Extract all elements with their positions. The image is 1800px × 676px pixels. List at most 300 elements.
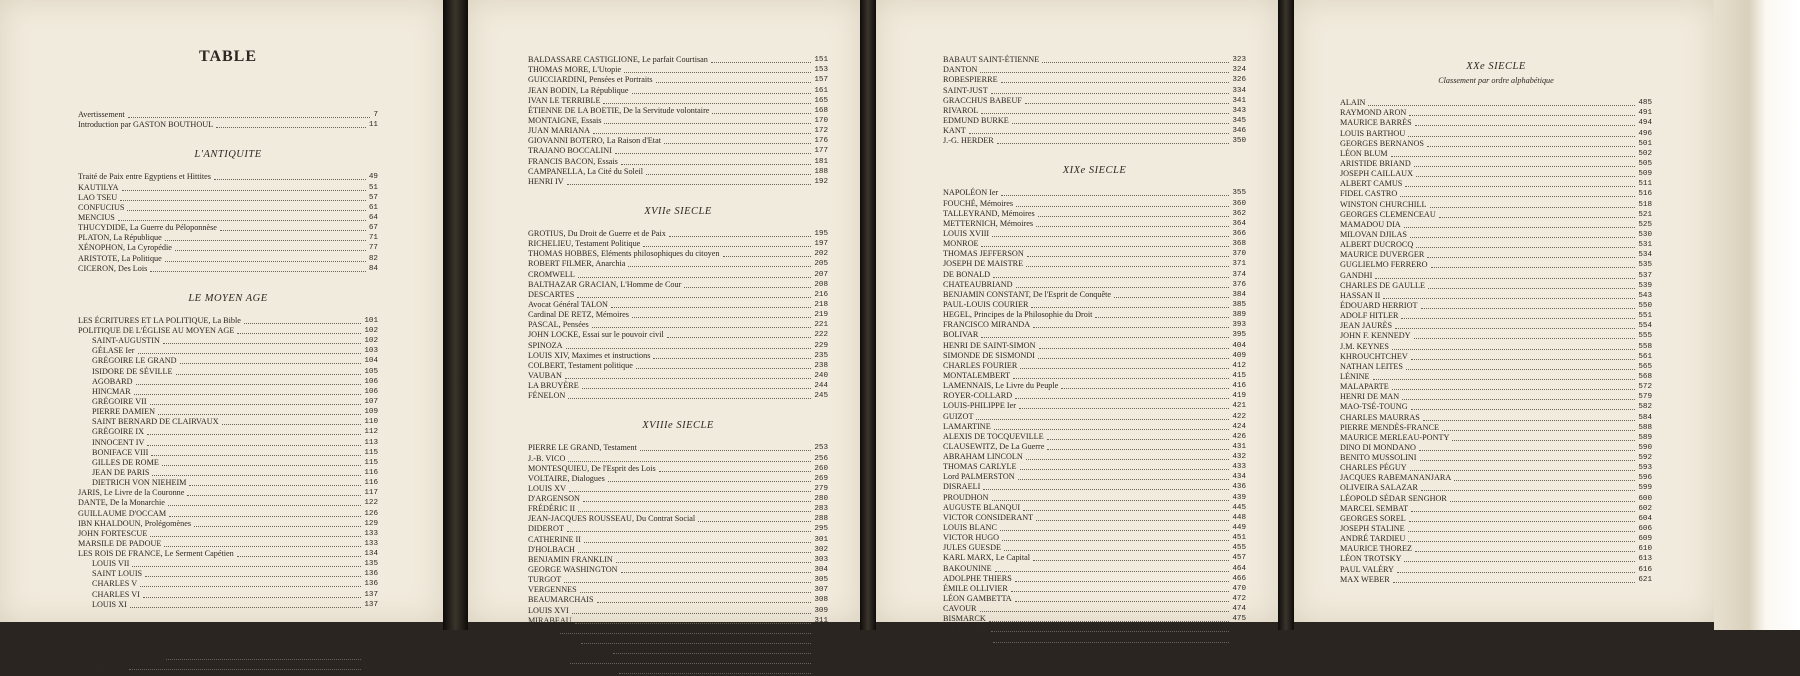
toc-entry — [528, 595, 828, 605]
entry-page-number: 141 — [364, 652, 378, 661]
toc-entry — [1340, 341, 1652, 351]
entry-page-number: 521 — [1638, 210, 1652, 219]
dot-leader — [1020, 368, 1229, 369]
entry-page-number: 207 — [814, 270, 828, 279]
toc-entry — [78, 193, 378, 203]
dot-leader — [669, 236, 812, 237]
toc-entry — [1340, 554, 1652, 564]
entry-title: THOMAS JEFFERSON — [943, 249, 1024, 259]
dot-leader — [1038, 216, 1230, 217]
toc-entry — [1340, 352, 1652, 362]
spacer — [78, 130, 378, 148]
entry-page-number: 539 — [1638, 281, 1652, 290]
entry-title: TURGOT — [528, 575, 562, 585]
entry-title: HENRI IV — [528, 176, 564, 186]
toc-entry — [78, 579, 378, 589]
entry-page-number: 415 — [1232, 371, 1246, 380]
dot-leader — [646, 174, 811, 175]
entry-page-number: 334 — [1232, 86, 1246, 95]
entry-page-number: 516 — [1638, 190, 1652, 199]
dot-leader — [1025, 103, 1229, 104]
entry-page-number: 205 — [814, 260, 828, 269]
dot-leader — [1401, 318, 1635, 319]
entry-title: LÉOPOLD SÉDAR SENGHOR — [1340, 493, 1447, 503]
toc-entry — [78, 529, 378, 539]
entry-page-number: 561 — [1638, 352, 1652, 361]
toc-entry — [528, 636, 828, 646]
dot-leader — [163, 343, 361, 344]
dot-leader — [168, 505, 361, 506]
toc-entry — [1340, 443, 1652, 453]
entry-page-number: 534 — [1638, 251, 1652, 260]
entry-page-number: 51 — [368, 183, 378, 192]
entry-page-number: 170 — [814, 116, 828, 125]
entry-title: FOUCHÉ, Mémoires — [943, 198, 1014, 208]
spacer — [943, 178, 1246, 188]
entry-page-number: 355 — [1232, 189, 1246, 198]
entry-title: BALDASSARE CASTIGLIONE, Le parfait Courtisan — [528, 55, 708, 65]
dot-leader — [592, 327, 812, 328]
entry-title: LOUIS XVIII — [943, 228, 990, 238]
entry-page-number: 582 — [1638, 403, 1652, 412]
toc-entry — [528, 116, 828, 126]
entry-page-number: 602 — [1638, 504, 1652, 513]
toc-entry — [943, 320, 1246, 330]
entry-title: BONIFACE VIII — [92, 447, 149, 457]
entry-title: SIMONDE DE SISMONDI — [943, 350, 1035, 360]
toc-entry — [528, 453, 828, 463]
toc-entry — [78, 600, 378, 610]
entry-title: J.-B. VICO — [528, 453, 566, 463]
dot-leader — [1013, 378, 1229, 379]
entry-page-number: 374 — [1232, 270, 1246, 279]
dot-leader — [992, 236, 1229, 237]
toc-entry — [78, 549, 378, 559]
entry-page-number: 589 — [1638, 433, 1652, 442]
dot-leader — [1404, 561, 1635, 562]
toc-entry — [1340, 544, 1652, 554]
toc-entry — [528, 290, 828, 300]
dot-leader — [1020, 469, 1230, 470]
entry-title: CHARLES V — [92, 579, 138, 589]
toc-entry — [528, 146, 828, 156]
toc-entry — [528, 391, 828, 401]
entry-page-number: 116 — [364, 468, 378, 477]
entry-title: GUICCIARDINI, Pensées et Portraits — [528, 75, 653, 85]
entry-page-number: 64 — [368, 213, 378, 222]
entry-title: ADOLPHE THIERS — [943, 573, 1012, 583]
toc-entry — [943, 75, 1246, 85]
entry-page-number: 134 — [364, 550, 378, 559]
entry-page-number: 151 — [814, 56, 828, 65]
entry-title: MONTALEMBERT — [943, 370, 1011, 380]
toc-entry — [1340, 240, 1652, 250]
toc-entry — [943, 96, 1246, 106]
entry-title: NATHAN LEITES — [1340, 361, 1403, 371]
entry-title: HENRI DE SAINT-SIMON — [943, 340, 1036, 350]
entry-page-number: 588 — [1638, 423, 1652, 432]
dot-leader — [1439, 217, 1636, 218]
toc-entry — [528, 666, 828, 676]
page-title: TABLE — [198, 48, 258, 65]
toc-entry — [78, 366, 378, 376]
entry-page-number: 309 — [814, 606, 828, 615]
toc-entry — [943, 624, 1246, 634]
entry-title: OLIVEIRA SALAZAR — [1340, 483, 1419, 493]
toc-entry — [528, 269, 828, 279]
toc-entry — [943, 229, 1246, 239]
dot-leader — [569, 491, 811, 492]
entry-page-number: 518 — [1638, 200, 1652, 209]
toc-entry — [1340, 514, 1652, 524]
entry-title: CONDORCET — [528, 636, 579, 646]
dot-leader — [1016, 287, 1230, 288]
entry-page-number: 393 — [1232, 321, 1246, 330]
dot-leader — [1393, 582, 1636, 583]
section-heading: XXe SIECLE — [1466, 61, 1526, 72]
entry-title: CLAUSEWITZ, De La Guerre — [943, 441, 1045, 451]
toc-entry — [78, 264, 378, 274]
toc-entry — [1340, 392, 1652, 402]
book-gutter — [860, 0, 876, 630]
toc-entry — [943, 198, 1246, 208]
entry-page-number: 283 — [814, 505, 828, 514]
entry-title: JARIS, Le Livre de la Couronne — [78, 488, 185, 498]
entry-title: ISIDORE DE SÉVILLE — [92, 366, 173, 376]
entry-page-number: 102 — [364, 337, 378, 346]
dot-leader — [572, 613, 812, 614]
toc-entry — [943, 594, 1246, 604]
entry-page-number: 464 — [1232, 564, 1246, 573]
entry-page-number: 530 — [1638, 230, 1652, 239]
entry-page-number: 135 — [364, 560, 378, 569]
entry-page-number: 84 — [368, 264, 378, 273]
entry-title: BENJAMIN CONSTANT, De l'Esprit de Conquête — [943, 289, 1112, 299]
dot-leader — [994, 429, 1230, 430]
toc-entry — [1340, 210, 1652, 220]
entry-title: HENRI DE MAN — [1340, 392, 1400, 402]
toc-column-1 — [78, 48, 378, 672]
dot-leader — [640, 450, 811, 451]
entry-page-number: 613 — [1638, 555, 1652, 564]
entry-title: JOHN LOCKE, Essai sur le pouvoir civil — [528, 330, 664, 340]
toc-entry — [943, 482, 1246, 492]
dot-leader — [1411, 409, 1636, 410]
entry-title: CONFUCIUS — [78, 202, 125, 212]
toc-entry — [78, 569, 378, 579]
dot-leader — [1016, 206, 1229, 207]
entry-page-number: 421 — [1232, 402, 1246, 411]
toc-entry — [528, 361, 828, 371]
entry-title: AUGUSTE BLANQUI — [943, 502, 1021, 512]
entry-page-number: 509 — [1638, 170, 1652, 179]
entry-title: GIOVANNI BOTERO, La Raison d'Etat — [528, 136, 661, 146]
entry-page-number: 218 — [814, 300, 828, 309]
book-edge — [1714, 0, 1800, 630]
toc-entry — [943, 503, 1246, 513]
entry-title: GANDHI — [1340, 270, 1373, 280]
entry-page-number: 389 — [1232, 311, 1246, 320]
toc-entry — [528, 351, 828, 361]
entry-page-number: 219 — [814, 311, 828, 320]
entry-page-number: 364 — [1232, 219, 1246, 228]
toc-entry — [1340, 128, 1652, 138]
dot-leader — [578, 552, 811, 553]
toc-entry — [78, 539, 378, 549]
dot-leader — [632, 93, 812, 94]
entry-title: FABRE D'ÉGLANTINE — [528, 646, 610, 656]
entry-title: PAUL VALÉRY — [1340, 564, 1394, 574]
spacer — [528, 187, 828, 205]
entry-title: JOSEPH CAILLAUX — [1340, 169, 1414, 179]
dot-leader — [565, 378, 811, 379]
dot-leader — [1409, 521, 1636, 522]
entry-page-number: 422 — [1232, 412, 1246, 421]
toc-entry — [943, 106, 1246, 116]
entry-page-number: 221 — [814, 321, 828, 330]
toc-entry — [78, 498, 378, 508]
toc-entry — [1340, 504, 1652, 514]
spacer — [78, 92, 378, 110]
dot-leader — [120, 200, 366, 201]
dot-leader — [684, 287, 811, 288]
entry-title: GEORGES SOREL — [1340, 513, 1406, 523]
entry-page-number: 107 — [364, 397, 378, 406]
toc-entry — [528, 310, 828, 320]
toc-entry — [943, 219, 1246, 229]
entry-page-number: 301 — [814, 535, 828, 544]
entry-title: PROUDHON — [943, 492, 989, 502]
entry-page-number: 115 — [364, 458, 378, 467]
entry-page-number: 7 — [373, 111, 378, 120]
entry-page-number: 49 — [368, 173, 378, 182]
entry-title: JEAN JAURÈS — [1340, 321, 1393, 331]
entry-page-number: 103 — [364, 347, 378, 356]
toc-entry — [78, 652, 378, 662]
dot-leader — [1015, 398, 1229, 399]
dot-leader — [150, 404, 362, 405]
dot-leader — [1402, 399, 1635, 400]
toc-entry — [1340, 301, 1652, 311]
entry-title: LOUIS BLANC — [943, 523, 997, 533]
toc-entry — [78, 223, 378, 233]
dot-leader — [581, 643, 811, 644]
entry-page-number: 238 — [814, 361, 828, 370]
entry-page-number: 479 — [1232, 625, 1246, 634]
entry-title: BARNAVE — [528, 656, 567, 666]
entry-page-number: 137 — [364, 590, 378, 599]
entry-page-number: 621 — [1638, 575, 1652, 584]
toc-entry — [1340, 250, 1652, 260]
dot-leader — [621, 572, 812, 573]
dot-leader — [118, 220, 366, 221]
toc-entry — [528, 126, 828, 136]
entry-title: LÉON TROTSKY — [1340, 554, 1402, 564]
entry-title: KAUTILYA — [78, 182, 119, 192]
entry-page-number: 531 — [1638, 241, 1652, 250]
dot-leader — [1416, 247, 1635, 248]
toc-entry — [943, 361, 1246, 371]
toc-entry — [943, 584, 1246, 594]
toc-entry — [943, 563, 1246, 573]
entry-page-number: 117 — [364, 489, 378, 498]
toc-entry — [78, 110, 378, 120]
section-heading: L'ANTIQUITE — [194, 149, 262, 161]
entry-title: GEORGES CLEMENCEAU — [1340, 209, 1436, 219]
entry-title: INNOCENT IV — [92, 437, 145, 447]
entry-page-number: 253 — [814, 444, 828, 453]
entry-title: ALEXIS DE TOCQUEVILLE — [943, 431, 1044, 441]
toc-entry — [1340, 453, 1652, 463]
entry-title: MACHIAVEL — [78, 662, 127, 672]
entry-title: PIERRE LE GRAND, Testament — [528, 443, 637, 453]
toc-entry — [78, 387, 378, 397]
dot-leader — [151, 455, 361, 456]
entry-title: ROBERT FILMER, Anarchia — [528, 259, 626, 269]
dot-leader — [130, 607, 362, 608]
dot-leader — [1375, 278, 1635, 279]
entry-page-number: 584 — [1638, 413, 1652, 422]
dot-leader — [1095, 317, 1229, 318]
dot-leader — [980, 611, 1230, 612]
entry-page-number: 350 — [1232, 137, 1246, 146]
entry-page-number: 295 — [814, 525, 828, 534]
dot-leader — [1404, 227, 1636, 228]
dot-leader — [611, 307, 811, 308]
entry-page-number: 385 — [1232, 300, 1246, 309]
toc-entry — [1340, 331, 1652, 341]
entry-title: GÉLASE Ier — [92, 346, 135, 356]
dot-leader — [1033, 327, 1229, 328]
toc-entry — [528, 156, 828, 166]
toc-entry — [943, 188, 1246, 198]
entry-title: J.-G. HERDER — [943, 136, 994, 146]
dot-leader — [643, 246, 811, 247]
dot-leader — [564, 582, 811, 583]
dot-leader — [991, 631, 1230, 632]
dot-leader — [636, 368, 812, 369]
entry-title: MONTAIGNE, Essais — [528, 115, 602, 125]
entry-title: MAMADOU DIA — [1340, 219, 1401, 229]
dot-leader — [1047, 439, 1230, 440]
toc-entry — [943, 462, 1246, 472]
toc-entry — [1340, 179, 1652, 189]
entry-title: MAURICE MERLEAU-PONTY — [1340, 432, 1450, 442]
entry-title: ÉMILE OLLIVIER — [943, 583, 1008, 593]
dot-leader — [1000, 530, 1229, 531]
toc-entry — [78, 397, 378, 407]
dot-leader — [578, 511, 811, 512]
toc-entry — [528, 494, 828, 504]
dot-leader — [1421, 308, 1636, 309]
dot-leader — [1397, 572, 1635, 573]
entry-page-number: 136 — [364, 570, 378, 579]
toc-entry — [78, 662, 378, 672]
entry-title: JOHN F. KENNEDY — [1340, 331, 1411, 341]
entry-page-number: 592 — [1638, 454, 1652, 463]
toc-entry — [1340, 149, 1652, 159]
entry-page-number: 176 — [814, 137, 828, 146]
dot-leader — [1012, 123, 1230, 124]
dot-leader — [143, 597, 361, 598]
dot-leader — [127, 210, 365, 211]
entry-page-number: 67 — [368, 224, 378, 233]
entry-title: BENJAMIN FRANKLIN — [528, 554, 613, 564]
toc-entry — [528, 167, 828, 177]
toc-entry — [1340, 372, 1652, 382]
entry-title: XÉNOPHON, La Cyropédie — [78, 243, 172, 253]
entry-title: CAMPANELLA, La Cité du Soleil — [528, 166, 644, 176]
entry-title: Lord PALMERSTON — [943, 472, 1015, 482]
entry-page-number: 188 — [814, 167, 828, 176]
entry-page-number: 593 — [1638, 464, 1652, 473]
dot-leader — [1001, 82, 1230, 83]
toc-entry — [78, 427, 378, 437]
entry-page-number: 308 — [814, 596, 828, 605]
dot-leader — [1015, 601, 1230, 602]
entry-page-number: 481 — [1232, 635, 1246, 644]
dot-leader — [667, 337, 812, 338]
entry-title: BABAUT SAINT-ÉTIENNE — [943, 55, 1040, 65]
toc-entry — [528, 646, 828, 656]
entry-page-number: 457 — [1232, 554, 1246, 563]
dot-leader — [1415, 125, 1636, 126]
entry-page-number: 590 — [1638, 443, 1652, 452]
toc-entry — [528, 136, 828, 146]
entry-page-number: 256 — [814, 454, 828, 463]
spacer — [78, 274, 378, 292]
entry-page-number: 116 — [364, 479, 378, 488]
toc-entry — [78, 253, 378, 263]
entry-title: KHROUCHTCHEV — [1340, 351, 1408, 361]
entry-title: THOMAS MORE, L'Utopie — [528, 65, 622, 75]
entry-page-number: 404 — [1232, 341, 1246, 350]
toc-entry — [1340, 473, 1652, 483]
toc-entry — [78, 468, 378, 478]
dot-leader — [1428, 288, 1635, 289]
entry-page-number: 409 — [1232, 351, 1246, 360]
entry-page-number: 345 — [1232, 116, 1246, 125]
dot-leader — [214, 179, 366, 180]
dot-leader — [1392, 349, 1635, 350]
entry-title: PIERRE MENDÈS-FRANCE — [1340, 422, 1439, 432]
dot-leader — [628, 266, 811, 267]
entry-title: BENITO MUSSOLINI — [1340, 453, 1417, 463]
entry-title: LÉON GAMBETTA — [943, 594, 1012, 604]
entry-title: DISRAELI — [943, 482, 981, 492]
entry-page-number: 554 — [1638, 322, 1652, 331]
toc-entry — [528, 371, 828, 381]
entry-page-number: 434 — [1232, 473, 1246, 482]
entry-title: HASSAN II — [1340, 290, 1381, 300]
toc-entry — [1340, 139, 1652, 149]
entry-page-number: 551 — [1638, 312, 1652, 321]
dot-leader — [613, 653, 812, 654]
toc-entry — [943, 391, 1246, 401]
toc-entry — [943, 310, 1246, 320]
toc-entry — [78, 488, 378, 498]
entry-title: JACQUES RABEMANANJARA — [1340, 473, 1452, 483]
dot-leader — [1431, 267, 1636, 268]
entry-title: D'ARGENSON — [528, 494, 580, 504]
dot-leader — [132, 566, 361, 567]
entry-title: PASCAL, Pensées — [528, 320, 589, 330]
toc-entry — [78, 213, 378, 223]
toc-entry — [943, 411, 1246, 421]
entry-title: Traité de Paix entre Egyptiens et Hittites — [78, 172, 211, 182]
toc-entry — [943, 634, 1246, 644]
entry-title: WINSTON CHURCHILL — [1340, 199, 1427, 209]
